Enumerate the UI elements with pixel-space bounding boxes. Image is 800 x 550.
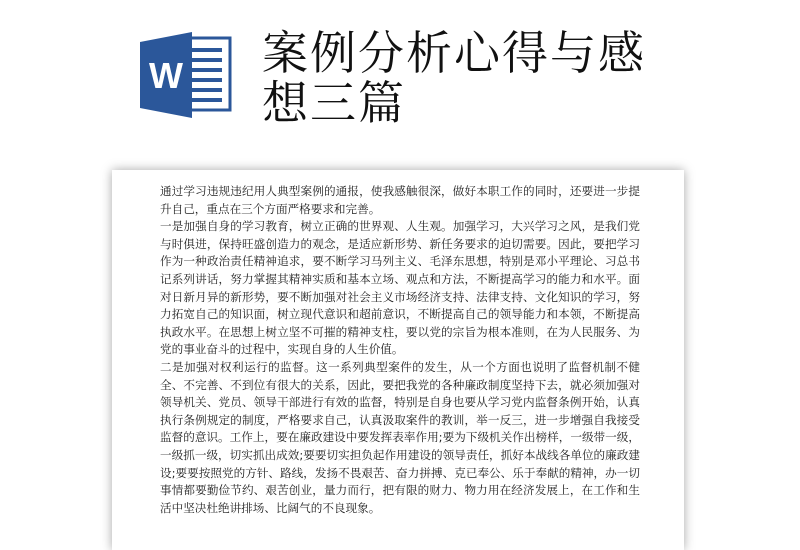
paragraph-point-two: 二是加强对权利运行的监督。这一系列典型案件的发生，从一个方面也说明了监督机制不健全、不完善、不到位有很大的关系，因此，要把我党的各种廉政制度坚持下去，就必须加强对领导机关、党员、领导干部进行有效的监督，特别是自身也要从学习党内监督条例开始，认真执行条例规定的制度，严格要求自己，认真汲取案件的教训，举一反三，进一步增强自我接受监督的意识。工作上，要在廉政建设中要发挥表率作用;要为下级机关作出榜样，一级带一级，一级抓一级，切实抓出成效;要要切实担负起作用建设的领导责任，抓好本战线各单位的廉政建设;要要按照党的方针、路线，发扬不畏艰苦、奋力拼搏、克已奉公、乐于奉献的精神，办一切事情都要勤俭节约、艰苦创业，量力而行，把有限的财力、物力用在经济发展上，在工作和生活中坚决杜绝讲排场、比阔气的不良现象。 — [160, 359, 640, 515]
page-title: 案例分析心得与感想三篇 — [262, 26, 646, 130]
document-page — [112, 170, 684, 550]
paragraph-intro: 通过学习违规违纪用人典型案例的通报，使我感触很深，做好本职工作的同时，还要进一步提升自己，重点在三个方面严格要求和完善。 — [160, 184, 640, 216]
word-letter: W — [149, 55, 183, 96]
paragraph-point-one: 一是加强自身的学习教育，树立正确的世界观、人生观。加强学习，大兴学习之风，是我们党与时俱进，保持旺盛创造力的观念，是适应新形势、新任务要求的迫切需要。因此，要把学习作为一种政治责任精神追求，要不断学习马列主义、毛泽东思想，特别是邓小平理论、习总书记系列讲话，努力掌握其精神实质和基本立场、观点和方法，不断提高学习的能力和水平。面对日新月异的新形势，要不断加强对社会主义市场经济支持、法律支持、文化知识的学习，努力拓宽自己的知识面，树立现代意识和超前意识，不断提高自己的领导能力和本领，不断提高执政水平。在思想上树立坚不可摧的精神支柱，要以党的宗旨为根本准则，在为人民服务、为党的事业奋斗的过程中，实现自身的人生价值。 — [160, 219, 640, 357]
document-body — [160, 183, 640, 517]
word-document-icon — [140, 30, 236, 120]
